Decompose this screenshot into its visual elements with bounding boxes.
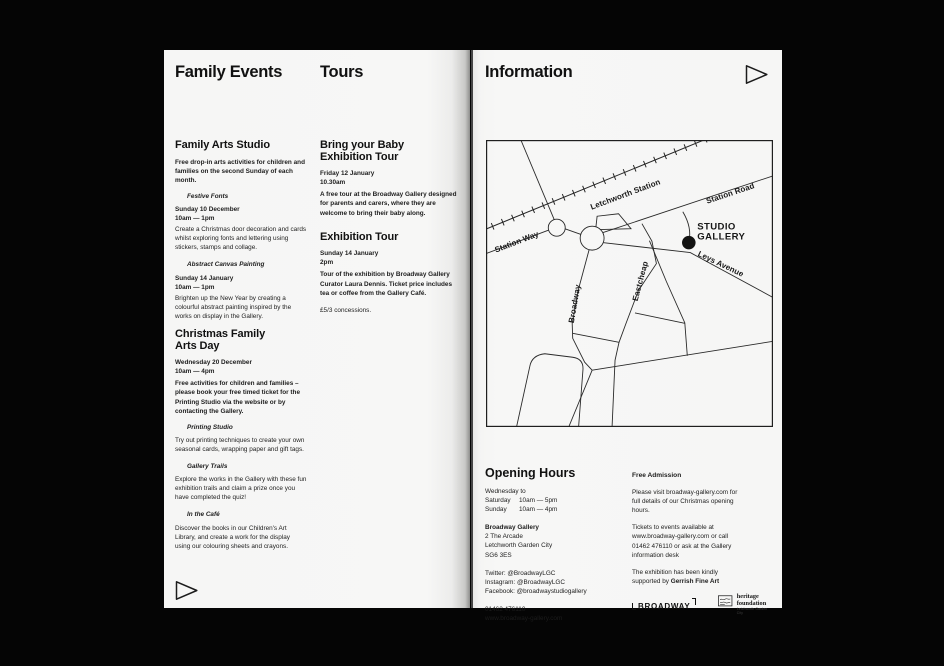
event-description: Create a Christmas door decoration and cards whilst exploring fonts and lettering using stickers, stamps and collage. — [175, 226, 307, 252]
map-label-broadway: Broadway — [566, 283, 583, 324]
hours-line: Wednesday to — [485, 488, 526, 495]
supporter-name: Gerrish Fine Art — [670, 577, 720, 585]
page-left — [164, 50, 470, 608]
event-description: Brighten up the New Year by creating a colourful abstract painting inspired by the works on display in the Gallery. — [175, 294, 292, 320]
event-label: Abstract Canvas Painting — [187, 261, 265, 269]
map-frame — [487, 141, 773, 427]
event-description: Discover the books in our Children's Art Library, and create a work for the display using our colouring sheets and crayons. — [175, 524, 290, 550]
heritage-subtext: Letchworth Garden City — [736, 607, 768, 616]
event-time: 10am — 1pm — [175, 215, 215, 223]
broadway-logo — [632, 594, 696, 611]
page-turn-arrow-icon — [745, 64, 769, 85]
hours-time: 10am — 4pm — [519, 506, 558, 514]
page-turn-arrow-icon — [175, 580, 199, 601]
event-time: 10am — 1pm — [175, 283, 215, 291]
address-line: Letchworth Garden City — [485, 542, 553, 550]
railway-ticks — [486, 140, 711, 231]
tour-title: Exhibition Tour — [320, 230, 399, 243]
map-label-station-way: Station Way — [493, 229, 541, 255]
road-eastcheap — [612, 224, 656, 427]
roundabout-small — [548, 219, 565, 236]
heritage-foundation-logo — [718, 594, 768, 615]
roundabout-large — [580, 226, 604, 250]
tour-title: Bring your Baby Exhibition Tour — [320, 139, 405, 163]
hours-row — [485, 505, 605, 514]
section-intro: Free activities for children and families – please book your free timed ticket for the Printing Studio via the website or by contacting the Gallery. — [175, 380, 301, 415]
address-line: 2 The Arcade — [485, 533, 523, 541]
free-admission-title: Free Admission — [632, 472, 682, 479]
broadway-logo-bracket-right — [692, 598, 696, 605]
foundation-word: foundation — [736, 599, 767, 607]
station-building-outline — [596, 214, 631, 230]
information-heading: Information — [485, 63, 573, 81]
twitter-handle: Twitter: @BroadwayLGC — [485, 569, 556, 577]
map-drawing — [486, 140, 773, 427]
brochure-spread — [164, 50, 780, 623]
tour-date: Friday 12 January — [320, 170, 375, 178]
map-label-gallery: GALLERY — [697, 231, 746, 243]
tour-time: 10.30am — [320, 179, 346, 187]
event-time: 10am — 4pm — [175, 368, 215, 376]
admission-paragraph: Tickets to events available at www.broadway-gallery.com or call 01462 476110 or ask at the Gallery information desk — [632, 524, 732, 559]
road-diagonal — [592, 341, 773, 370]
gallery-name: Broadway Gallery — [485, 524, 539, 532]
railway-line — [486, 140, 711, 231]
section-title: Christmas Family Arts Day — [175, 328, 266, 352]
map-label-station-road: Station Road — [705, 181, 756, 206]
map-label-letchworth-station: Letchworth Station — [589, 177, 662, 212]
family-events-heading: Family Events — [175, 63, 283, 81]
park-block-outline — [514, 354, 583, 427]
tour-description: Tour of the exhibition by Broadway Gallery Curator Laura Dennis. Ticket price includes tea or coffee from the Gallery Café. — [320, 271, 452, 297]
tour-price: £5/3 concessions. — [320, 306, 372, 314]
event-label: In the Café — [187, 511, 220, 519]
hours-time: 10am — 5pm — [519, 497, 558, 505]
section-intro: Free drop-in arts activities for children and families on the second Sunday of each month. — [175, 158, 305, 184]
heritage-foundation-wordmark — [737, 594, 769, 615]
facebook-handle: Facebook: @broadwaystudiogallery — [485, 587, 587, 595]
section-title: Family Arts Studio — [175, 139, 270, 151]
tour-time: 2pm — [320, 259, 334, 267]
event-description: Explore the works in the Gallery with these fun exhibition trails and claim a prize once you have completed the quiz! — [175, 476, 307, 502]
sponsor-logos — [632, 592, 768, 616]
hours-day: Sunday — [485, 506, 507, 514]
family-events-column — [175, 138, 307, 559]
road-leys-avenue — [604, 243, 773, 298]
broadway-logo-text: BROADWAY — [638, 601, 691, 611]
map-label-leys-avenue: Leys Avenue — [696, 249, 746, 279]
event-date: Wednesday 20 December — [175, 359, 252, 367]
hours-row — [485, 496, 605, 505]
heritage-foundation-emblem — [718, 594, 732, 608]
event-date: Sunday 14 January — [175, 274, 234, 282]
website-url: www.broadway-gallery.com — [485, 615, 563, 623]
map-label-studio: STUDIO — [697, 221, 736, 233]
event-label: Gallery Trails — [187, 463, 228, 471]
tour-description: A free tour at the Broadway Gallery designed for parents and carers, where they are welcome to bring their baby along. — [320, 191, 457, 217]
event-label: Festive Fonts — [187, 192, 229, 200]
map-label-eastcheap: Eastcheap — [630, 260, 650, 302]
address-line: SG6 3ES — [485, 551, 512, 559]
road-cross-street — [635, 313, 685, 323]
tours-heading: Tours — [320, 63, 364, 81]
broadway-logo-bracket-left — [632, 603, 636, 610]
road-roundabout-link — [565, 229, 582, 235]
opening-hours-title: Opening Hours — [485, 466, 576, 480]
event-date: Sunday 10 December — [175, 205, 240, 213]
road-cross-street — [573, 333, 619, 342]
instagram-handle: Instagram: @BroadwayLGC — [485, 578, 566, 586]
location-map — [486, 140, 773, 427]
event-description: Try out printing techniques to create your own seasonal cards, wrapping paper and gift tags. — [175, 436, 305, 453]
phone-number: 01462 476110 — [485, 605, 526, 613]
hours-day: Saturday — [485, 497, 511, 505]
heritage-word: heritage — [736, 592, 759, 600]
admission-paragraph: Please visit broadway-gallery.com for full details of our Christmas opening hours. — [632, 489, 738, 515]
opening-hours-column — [485, 467, 605, 623]
studio-gallery-marker — [682, 236, 696, 250]
supporter-note-text: The exhibition has been kindly supported by — [632, 568, 718, 585]
supporter-note — [632, 568, 745, 586]
admission-column — [632, 471, 768, 616]
tour-date: Sunday 14 January — [320, 250, 379, 258]
event-label: Printing Studio — [187, 423, 233, 431]
tours-column — [320, 140, 461, 315]
page-right — [471, 50, 782, 623]
